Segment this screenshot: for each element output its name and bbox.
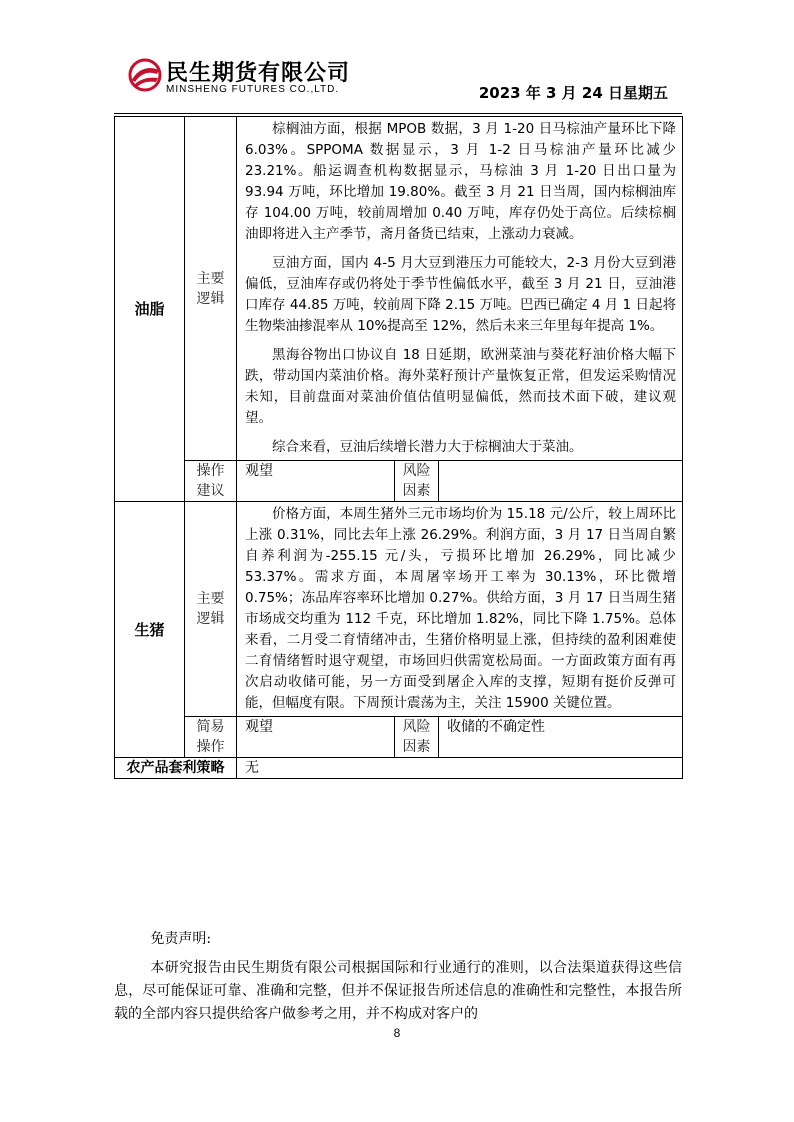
advice-label-cell [185,461,237,502]
report-date: 2023 年 3 月 24 日星期五 [478,84,668,102]
minsheng-logo-icon [128,58,162,92]
arbitrage-row [115,758,683,779]
arbitrage-value: 无 [237,758,683,779]
company-name-en: MINSHENG FUTURES CO.,LTD. [166,84,340,95]
logic-label: 主要逻辑 [196,270,225,307]
risk-value [439,461,683,502]
oils-advice-row [115,461,683,502]
oils-logic-text [237,117,683,461]
paragraph: 棕榈油方面，根据 MPOB 数据，3 月 1-20 日马棕油产量环比下降 6.03%。SPPOMA 数据显示，3 月 1-2 日马棕油产量环比减少 23.21%。船运调查机构数据显示，马棕油 3 月 1-20 日出口量为 93.94 万吨，环比增加 19.80%。截至 3 月 21 日当周，国内棕榈油库存 104.00 万吨，较前周增加 0.40 万吨，库存仍处于高位。后续棕榈油即将进入主产季节，斋月备货已结束，上涨动力衰减。 [245,121,677,242]
oils-logic-row [115,117,683,461]
hogs-advice-row [115,717,683,758]
arbitrage-label: 农产品套利策略 [115,758,237,779]
disclaimer-title: 免责声明: [150,931,212,947]
category-label: 生猪 [134,620,165,639]
page-header [128,56,668,104]
category-label: 油脂 [134,300,165,318]
category-oils [115,117,185,502]
advice-label: 简易操作 [196,719,225,755]
logic-label-cell [185,117,237,461]
paragraph: 综合来看，豆油后续增长潜力大于棕榈油大于菜油。 [272,439,583,455]
risk-value: 收储的不确定性 [439,717,683,758]
header-rule [114,113,682,114]
advice-value: 观望 [237,717,395,758]
category-hogs [115,502,185,758]
disclaimer-text: 本研究报告由民生期货有限公司根据国际和行业通行的准则，以合法渠道获得这些信息，尽可能保证可靠、准确和完整，但并不保证报告所述信息的准确性和完整性，本报告所载的全部内容只提供给客户做参考之用，并不构成对客户的 [114,960,682,1022]
advice-label-cell [185,717,237,758]
advice-label: 操作建议 [196,463,225,499]
risk-label-cell [395,461,439,502]
hogs-logic-text [237,502,683,717]
analysis-table [114,116,683,779]
risk-label: 风险因素 [402,463,431,499]
logic-label-cell [185,502,237,717]
disclaimer [114,928,682,1026]
company-name-cn: 民生期货有限公司 [166,61,351,86]
paragraph: 黑海谷物出口协议自 18 日延期，欧洲菜油与葵花籽油价格大幅下跌，带动国内菜油价格。海外菜籽预计产量恢复正常，但发运采购情况未知，目前盘面对菜油价值估值明显偏低，然而技术面下破，建议观望。 [245,347,677,426]
page-number: 8 [393,1026,401,1040]
risk-label: 风险因素 [402,719,431,755]
advice-value: 观望 [237,461,395,502]
risk-label-cell [395,717,439,758]
paragraph: 价格方面，本周生猪外三元市场均价为 15.18 元/公斤，较上周环比上涨 0.31%，同比去年上涨 26.29%。利润方面，3 月 17 日当周自繁自养利润为-255.15 元/头，亏损环比增加 26.29%，同比减少 53.37%。需求方面，本周屠宰场开工率为 30.13%，环比微增 0.75%；冻品库容率环比增加 0.27%。供给方面，3 月 17 日当周生猪市场成交均重为 112 千克，环比增加 1.82%，同比下降 1.75%。总体来看，二月受二育情绪冲击，生猪价格明显上涨，但持续的盈利困难使二育情绪暂时退守观望，市场回归供需宽松局面。一方面政策方面有再次启动收储可能，另一方面受到屠企入库的支撑，短期有挺价反弹可能，但幅度有限。下周预计震荡为主，关注 15900 关键位置。 [245,506,677,711]
paragraph: 豆油方面，国内 4-5 月大豆到港压力可能较大，2-3 月份大豆到港偏低，豆油库存或仍将处于季节性偏低水平，截至 3 月 21 日，豆油港口库存 44.85 万吨，较前周下降 2.15 万吨。巴西已确定 4 月 1 日起将生物柴油掺混率从 10%提高至 12%，然后未来三年里每年提高 1%。 [245,255,677,334]
hogs-logic-row [115,502,683,717]
logic-label: 主要逻辑 [196,591,225,627]
